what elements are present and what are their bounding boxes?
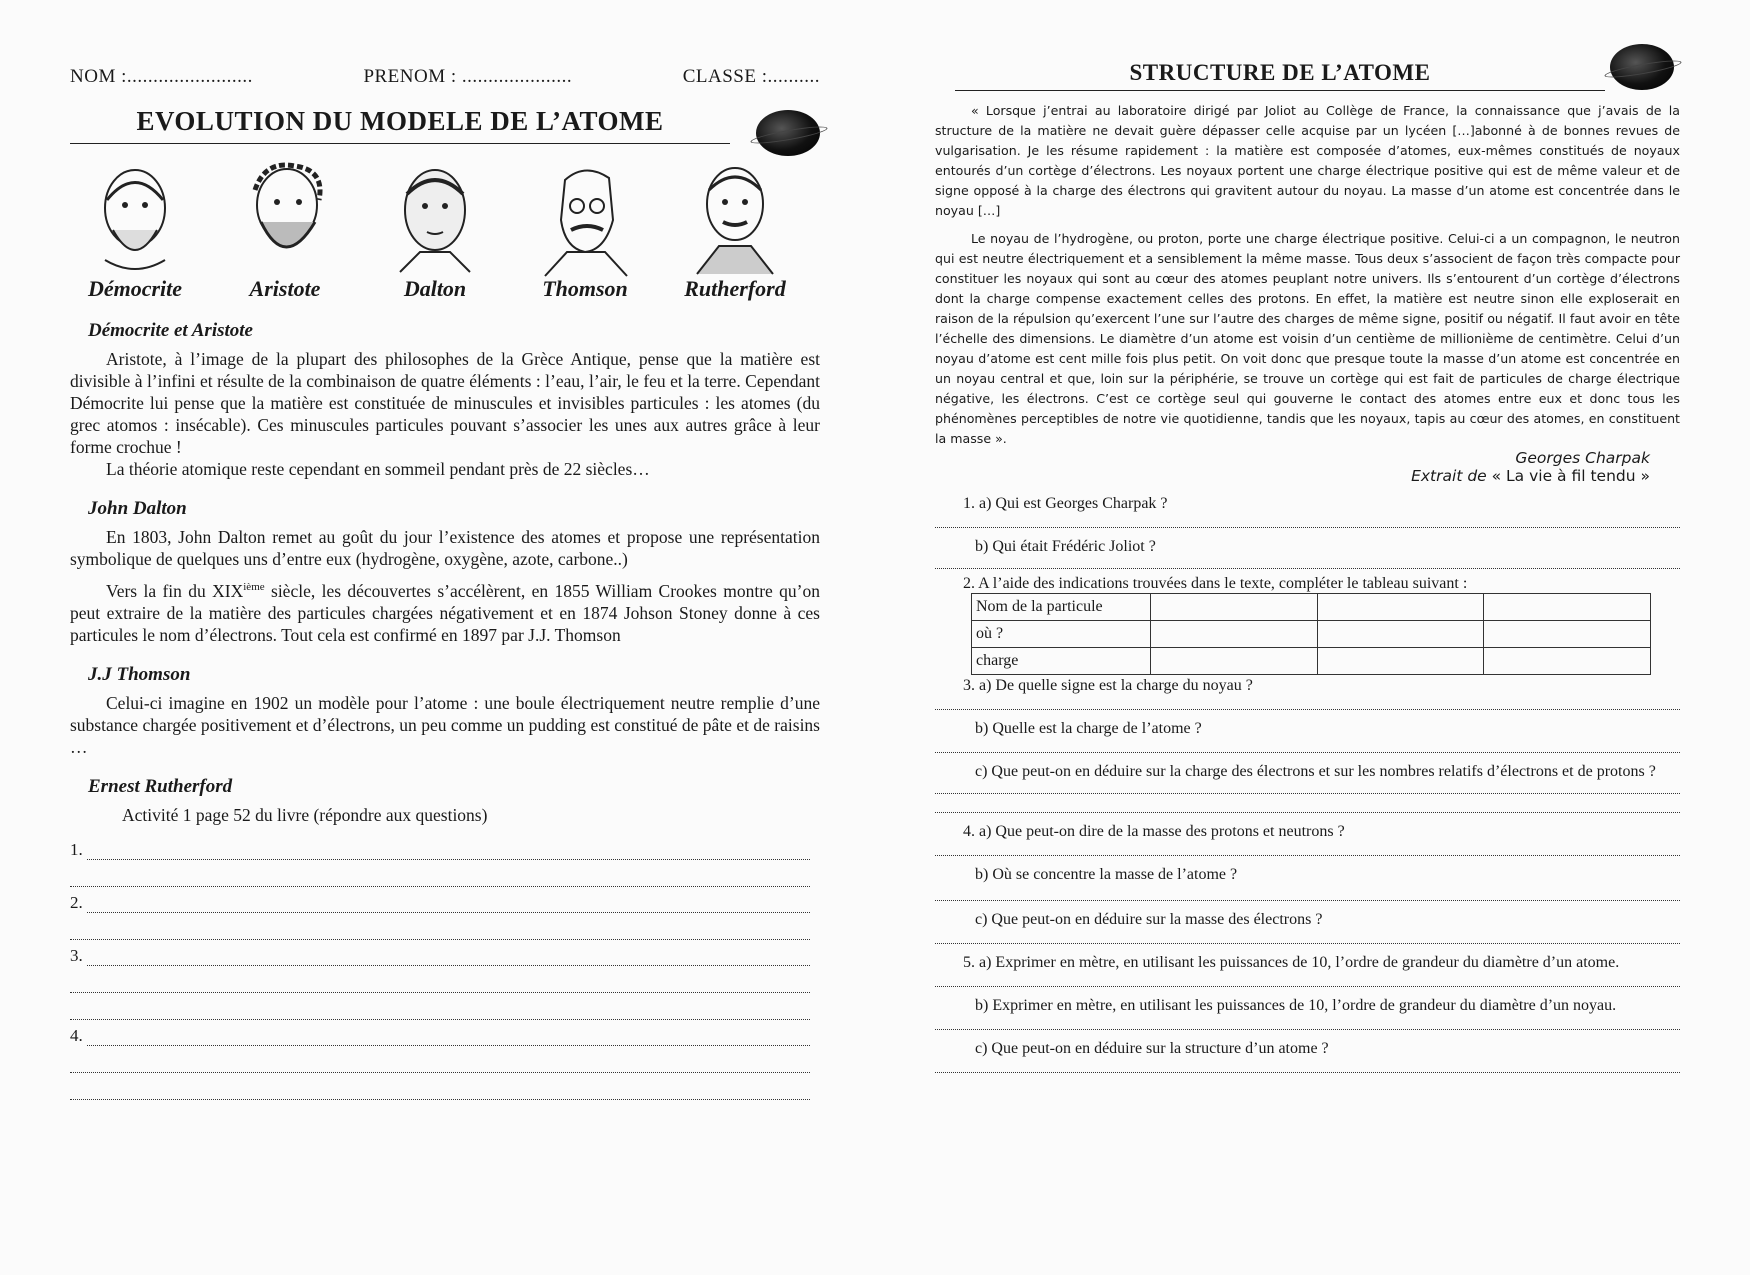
question-5c: c) Que peut-on en déduire sur la structure d’un atome ? — [975, 1040, 1329, 1057]
section-title-rutherford: Ernest Rutherford — [88, 775, 233, 797]
quote-paragraph: Le noyau de l’hydrogène, ou proton, porte une charge électrique positive. Celui-ci a un compagnon, le neutron qui est neutre électriquement et a sensiblement la même masse. Tous deux s’associent de façon très compacte pour constituer les noyaux qui sont au cœur des atomes peuplant notre univers. Ils s’entourent d’un cortège d’électrons dont la charge compense exactement celles des protons. En effet, la matière est neutre sinon elle exploserait en raison de la répulsion qu’exercent l’une sur l’autre des charges de même signe, positif ou négatif. Il faut avoir en tête l’échelle des dimensions. Le diamètre d’un atome est voisin d’un centième de millionième de centimètre. Celui d’un noyau d’atome est cent mille fois plus petit. On voit donc que presque toute la masse d’un atome est concentrée en un noyau central et que, loin sur la périphérie, se trouve un cortège qui est fait de particules de charge électrique négative, les électrons. C’est ce cortège seul qui gouverne le contact des atomes entre eux et donc tous les phénomènes perceptibles de notre vie quotidienne, tandis que les noyaux, tapis au cœur des atomes, en constituent la masse ». — [935, 231, 1680, 446]
paragraph: Aristote, à l’image de la plupart des philosophes de la Grèce Antique, pense que la matière est divisible à l’infini et résulte de la combinaison de quatre éléments : l’eau, l’air, le feu et la terre. Cependant Démocrite lui pense que la matière est constituée de minuscules et invisibles particules : les atomes (du grec atomos : insécable). Ces minuscules particules pouvant s’associer les unes aux autres grâce à leur forme crochue ! — [70, 349, 820, 457]
section-title-thomson: J.J Thomson — [88, 663, 191, 685]
table-cell[interactable] — [1484, 594, 1651, 621]
portrait-aristote — [220, 160, 350, 302]
answer-line[interactable] — [70, 834, 810, 860]
dotted-line[interactable] — [935, 781, 1680, 794]
dotted-line[interactable] — [935, 695, 1680, 710]
dotted-line[interactable] — [70, 966, 810, 993]
portrait-rutherford — [670, 160, 800, 302]
question-3a: 3. a) De quelle signe est la charge du noyau ? — [963, 677, 1253, 694]
table-row — [972, 648, 1651, 675]
classe-field[interactable]: CLASSE :.......... — [682, 66, 820, 87]
aristote-face-icon — [235, 160, 335, 278]
table-cell[interactable] — [1317, 621, 1484, 648]
dotted-line[interactable] — [935, 884, 1680, 901]
dotted-line[interactable] — [935, 929, 1680, 944]
table-cell[interactable] — [1317, 594, 1484, 621]
dalton-face-icon — [385, 160, 485, 278]
dotted-line — [87, 894, 810, 913]
text-part: siècle, les découvertes s’accélèrent, en 1855 William Crookes montre qu’on peut extraire de la matière des particules chargées négativement et en 1874 Johson Stoney donne à ces particules le nom d’électrons. Tout cela est confirmé en 1897 par J.J. Thomson — [70, 580, 820, 645]
paragraph: Activité 1 page 52 du livre (répondre aux questions) — [122, 804, 488, 825]
dotted-line[interactable] — [935, 738, 1680, 753]
question-1a: 1. a) Qui est Georges Charpak ? — [963, 495, 1168, 512]
dotted-line[interactable] — [935, 513, 1680, 528]
table-cell[interactable] — [1317, 648, 1484, 675]
question-4a: 4. a) Que peut-on dire de la masse des protons et neutrons ? — [963, 823, 1345, 840]
table-cell[interactable] — [1151, 648, 1318, 675]
question-5b: b) Exprimer en mètre, en utilisant les puissances de 10, l’ordre de grandeur du diamètre d’un noyau. — [975, 997, 1617, 1014]
answer-line[interactable] — [70, 1020, 810, 1046]
quote-author: Georges Charpak — [1515, 449, 1650, 467]
portrait-label: Démocrite — [87, 276, 183, 301]
question-5a: 5. a) Exprimer en mètre, en utilisant les puissances de 10, l’ordre de grandeur du diamètre d’un atome. — [963, 954, 1620, 971]
portrait-democrite — [70, 160, 200, 302]
student-info-header — [70, 66, 820, 88]
row-header: charge — [972, 648, 1151, 675]
thomson-face-icon — [535, 160, 635, 278]
dotted-line[interactable] — [70, 913, 810, 940]
source-title: « La vie à fil tendu » — [1491, 467, 1650, 485]
prenom-field[interactable]: PRENOM : ..................... — [363, 66, 573, 87]
nom-field[interactable]: NOM :........................ — [70, 66, 253, 87]
rutherford-face-icon — [685, 160, 785, 278]
page-title-left: EVOLUTION DU MODELE DE L’ATOME — [70, 106, 730, 144]
question-3c: c) Que peut-on en déduire sur la charge des électrons et sur les nombres relatifs d’électrons et de protons ? — [975, 763, 1656, 780]
question-2: 2. A l’aide des indications trouvées dans le texte, compléter le tableau suivant : — [963, 575, 1468, 592]
dotted-line[interactable] — [935, 841, 1680, 856]
paragraph: En 1803, John Dalton remet au goût du jour l’existence des atomes et propose une représentation symbolique de quelques uns d’entre eux (hydrogène, oxygène, azote, carbone..) — [70, 527, 820, 569]
portrait-label: Thomson — [542, 276, 628, 301]
section-title-dalton: John Dalton — [88, 498, 187, 519]
dotted-line[interactable] — [935, 972, 1680, 987]
portrait-thomson — [520, 160, 650, 302]
dotted-line[interactable] — [935, 794, 1680, 813]
democrite-face-icon — [85, 160, 185, 278]
answer-number: 3. — [70, 945, 83, 965]
quote-source — [935, 467, 1680, 485]
answer-number: 4. — [70, 1025, 83, 1045]
question-4b: b) Où se concentre la masse de l’atome ? — [975, 866, 1238, 883]
portrait-row — [70, 160, 800, 302]
portrait-dalton — [370, 160, 500, 302]
answer-lines — [70, 834, 810, 1100]
table-cell[interactable] — [1151, 621, 1318, 648]
dotted-line[interactable] — [70, 993, 810, 1020]
dotted-line[interactable] — [935, 1058, 1680, 1073]
dotted-line — [87, 947, 810, 966]
right-column — [935, 60, 1680, 1073]
dotted-line[interactable] — [70, 1073, 810, 1100]
answer-number: 1. — [70, 839, 83, 859]
source-prefix: Extrait de — [1411, 467, 1487, 485]
planet-icon — [756, 110, 820, 156]
answer-number: 2. — [70, 892, 83, 912]
dotted-line[interactable] — [935, 556, 1680, 569]
dotted-line[interactable] — [70, 1046, 810, 1073]
table-cell[interactable] — [1151, 594, 1318, 621]
dotted-line — [87, 1027, 810, 1046]
text-part: Vers la fin du XIX — [106, 580, 244, 601]
table-cell[interactable] — [1484, 621, 1651, 648]
planet-icon — [1610, 44, 1674, 90]
section-title-democrite: Démocrite et Aristote — [88, 320, 253, 341]
portrait-label: Rutherford — [684, 276, 786, 301]
quote-paragraph: « Lorsque j’entrai au laboratoire dirigé par Joliot au Collège de France, la connaissance que j’avais de la structure de la matière ne devait guère dépasser celle acquise par un lycéen […]abonné à de bonnes revues de vulgarisation. Je les résume rapidement : la matière est composée d’atomes, eux-mêmes constitués de noyaux entourés d’un cortège d’électrons. Les noyaux portent une charge électrique positive qui est de même valeur et de signe opposé à la charge des électrons qui gravitent autour du noyau. La masse d’un atome est concentrée dans le noyau […] — [935, 103, 1680, 218]
page-title-right: STRUCTURE DE L’ATOME — [955, 60, 1605, 91]
paragraph: La théorie atomique reste cependant en sommeil pendant près de 22 siècles… — [106, 459, 650, 479]
answer-line[interactable] — [70, 887, 810, 913]
left-column — [70, 66, 820, 1100]
paragraph — [70, 576, 820, 646]
portrait-label: Dalton — [403, 276, 467, 301]
dotted-line[interactable] — [935, 1015, 1680, 1030]
row-header: Nom de la particule — [972, 594, 1151, 621]
paragraph: Celui-ci imagine en 1902 un modèle pour l’atome : une boule électriquement neutre remplie d’une substance chargée positivement et d’électrons, un peu comme un pudding est constitué de pâte et de raisins … — [70, 692, 820, 757]
table-row — [972, 621, 1651, 648]
table-row — [972, 594, 1651, 621]
question-1b: b) Qui était Frédéric Joliot ? — [975, 538, 1156, 555]
portrait-label: Aristote — [249, 276, 321, 301]
dotted-line — [87, 841, 810, 860]
question-4c: c) Que peut-on en déduire sur la masse des électrons ? — [975, 911, 1323, 928]
particle-table — [971, 593, 1651, 675]
answer-line[interactable] — [70, 940, 810, 966]
dotted-line[interactable] — [70, 860, 810, 887]
row-header: où ? — [972, 621, 1151, 648]
table-cell[interactable] — [1484, 648, 1651, 675]
question-3b: b) Quelle est la charge de l’atome ? — [975, 720, 1202, 737]
superscript: ième — [243, 581, 265, 593]
